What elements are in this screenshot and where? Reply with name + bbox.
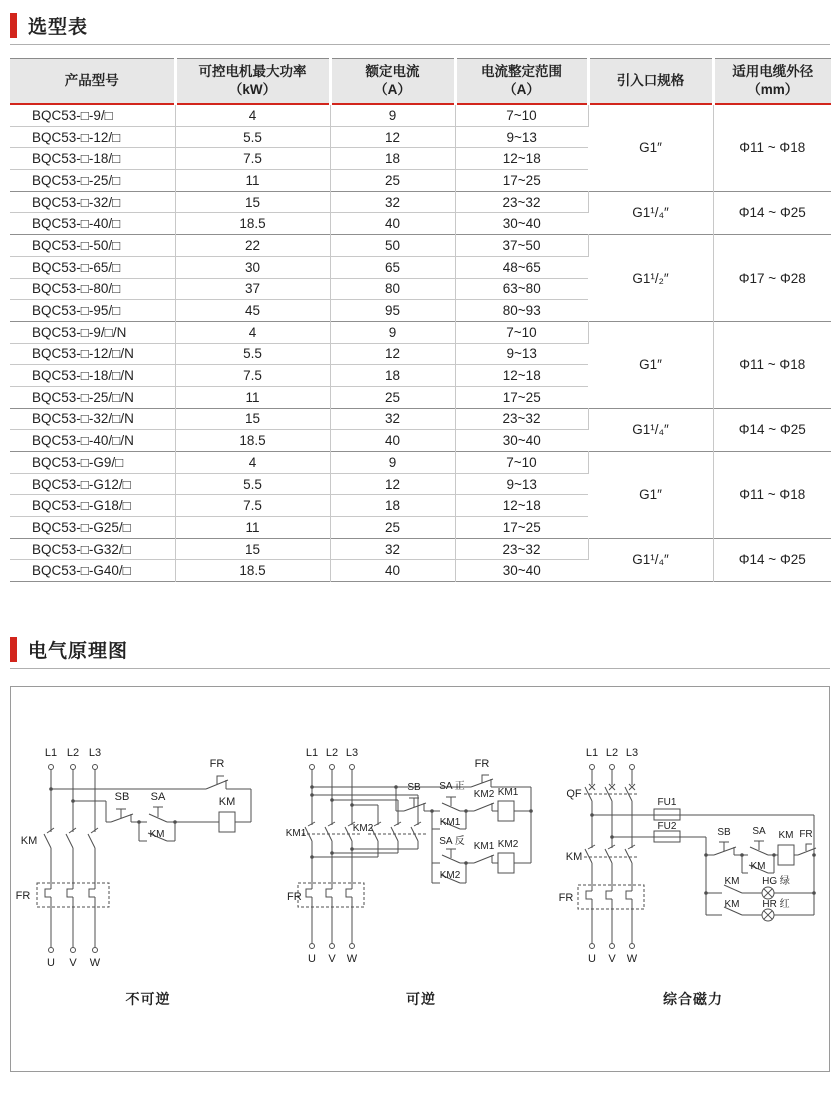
table-row xyxy=(10,104,831,126)
cell-a: 12 xyxy=(330,126,455,148)
stop-button-label: SB xyxy=(114,791,130,804)
fuse-label: FU2 xyxy=(657,821,677,833)
cell-a: 25 xyxy=(330,517,455,539)
column-header: 额定电流 （A） xyxy=(330,59,455,105)
main-contactor-label: KM xyxy=(565,851,583,864)
interlock-contact-label: KM1 xyxy=(473,841,495,853)
cell-range: 23~32 xyxy=(455,538,588,560)
thermal-relay-label: FR xyxy=(15,890,31,903)
lamp-contact-label: KM xyxy=(724,899,740,911)
cell-range: 12~18 xyxy=(455,365,588,387)
cell-model: BQC53-□-65/□ xyxy=(10,256,175,278)
cell-a: 50 xyxy=(330,235,455,257)
cell-range: 7~10 xyxy=(455,104,588,126)
cell-range: 23~32 xyxy=(455,191,588,213)
cell-inlet: G1″ xyxy=(588,321,713,408)
cell-range: 80~93 xyxy=(455,300,588,322)
cell-model: BQC53-□-50/□ xyxy=(10,235,175,257)
table-row xyxy=(10,538,831,560)
diagram-caption: 可逆 xyxy=(406,991,436,1008)
red-accent-bar xyxy=(10,13,17,38)
cell-range: 48~65 xyxy=(455,256,588,278)
cell-inlet: G1″ xyxy=(588,104,713,191)
column-header: 适用电缆外径 （mm） xyxy=(713,59,831,105)
column-header: 产品型号 xyxy=(10,59,175,105)
cell-kw: 4 xyxy=(175,104,330,126)
coil-label: KM1 xyxy=(497,787,519,799)
thermal-contact-label: FR xyxy=(474,758,490,771)
motor-terminal-label: V xyxy=(69,957,77,970)
cell-inlet: G1¹/₄″ xyxy=(588,408,713,451)
cell-range: 9~13 xyxy=(455,343,588,365)
cell-model: BQC53-□-25/□/N xyxy=(10,386,175,408)
cell-a: 18 xyxy=(330,148,455,170)
cell-cable: Φ14 ~ Φ25 xyxy=(713,408,831,451)
cell-kw: 45 xyxy=(175,300,330,322)
cell-a: 18 xyxy=(330,365,455,387)
table-row xyxy=(10,452,831,474)
thermal-relay-label: FR xyxy=(558,892,574,905)
section-title: 电气原理图 xyxy=(28,641,129,663)
coil-label: KM xyxy=(778,830,794,842)
start-button-label: SA xyxy=(150,791,166,804)
stop-button-label: SB xyxy=(717,827,731,839)
cell-model: BQC53-□-12/□/N xyxy=(10,343,175,365)
coil-label: KM2 xyxy=(497,839,519,851)
cell-model: BQC53-□-95/□ xyxy=(10,300,175,322)
cell-kw: 7.5 xyxy=(175,148,330,170)
cell-kw: 22 xyxy=(175,235,330,257)
cell-kw: 5.5 xyxy=(175,126,330,148)
motor-terminal-label: W xyxy=(626,953,638,966)
phase-label: L3 xyxy=(88,747,102,760)
cell-kw: 7.5 xyxy=(175,495,330,517)
motor-terminal-label: V xyxy=(608,953,616,966)
red-accent-bar xyxy=(10,637,17,662)
cell-range: 17~25 xyxy=(455,170,588,192)
cell-a: 40 xyxy=(330,560,455,582)
column-header: 引入口规格 xyxy=(588,59,713,105)
green-lamp-label: HG 绿 xyxy=(762,876,790,888)
cell-model: BQC53-□-G18/□ xyxy=(10,495,175,517)
cell-range: 12~18 xyxy=(455,495,588,517)
table-row xyxy=(10,191,831,213)
aux-contact-label: KM xyxy=(149,829,165,841)
phase-label: L3 xyxy=(625,747,639,760)
fuse-label: FU1 xyxy=(657,797,677,809)
cell-model: BQC53-□-G40/□ xyxy=(10,560,175,582)
cell-a: 25 xyxy=(330,170,455,192)
cell-a: 65 xyxy=(330,256,455,278)
cell-cable: Φ14 ~ Φ25 xyxy=(713,538,831,581)
cell-model: BQC53-□-G9/□ xyxy=(10,452,175,474)
cell-a: 95 xyxy=(330,300,455,322)
cell-model: BQC53-□-G12/□ xyxy=(10,473,175,495)
cell-range: 12~18 xyxy=(455,148,588,170)
cell-range: 30~40 xyxy=(455,560,588,582)
cell-inlet: G1″ xyxy=(588,452,713,539)
column-header: 电流整定范围 （A） xyxy=(455,59,588,105)
cell-model: BQC53-□-32/□/N xyxy=(10,408,175,430)
cell-a: 32 xyxy=(330,408,455,430)
selection-table xyxy=(10,58,831,582)
cell-range: 30~40 xyxy=(455,213,588,235)
circuit-combined-magnetic xyxy=(557,687,829,1071)
circuit-nonreversible-diagram xyxy=(11,737,285,977)
cell-kw: 18.5 xyxy=(175,560,330,582)
motor-terminal-label: W xyxy=(346,953,358,966)
cell-kw: 18.5 xyxy=(175,213,330,235)
thermal-contact-label: FR xyxy=(799,829,813,841)
phase-label: L1 xyxy=(44,747,58,760)
section-header-selection xyxy=(10,12,830,45)
cell-cable: Φ11 ~ Φ18 xyxy=(713,104,831,191)
cell-a: 80 xyxy=(330,278,455,300)
cell-cable: Φ11 ~ Φ18 xyxy=(713,452,831,539)
lamp-contact-label: KM xyxy=(724,876,740,888)
thermal-contact-label: FR xyxy=(209,758,225,771)
cell-kw: 11 xyxy=(175,517,330,539)
cell-inlet: G1¹/₄″ xyxy=(588,538,713,581)
cell-model: BQC53-□-9/□/N xyxy=(10,321,175,343)
aux-contact-label: KM1 xyxy=(439,817,461,829)
cell-kw: 37 xyxy=(175,278,330,300)
circuit-reversible-diagram xyxy=(286,737,556,977)
table-row xyxy=(10,235,831,257)
cell-a: 40 xyxy=(330,430,455,452)
phase-label: L1 xyxy=(585,747,599,760)
forward-button-label: SA 正 xyxy=(439,781,465,793)
table-row xyxy=(10,321,831,343)
cell-range: 37~50 xyxy=(455,235,588,257)
cell-a: 32 xyxy=(330,538,455,560)
motor-terminal-label: U xyxy=(47,957,55,970)
cell-model: BQC53-□-40/□ xyxy=(10,213,175,235)
cell-range: 30~40 xyxy=(455,430,588,452)
cell-model: BQC53-□-9/□ xyxy=(10,104,175,126)
cell-model: BQC53-□-G32/□ xyxy=(10,538,175,560)
circuit-combined-magnetic-diagram xyxy=(558,737,828,977)
column-header: 可控电机最大功率 （kW） xyxy=(175,59,330,105)
main-contactor-label: KM2 xyxy=(352,823,374,835)
aux-contact-label: KM2 xyxy=(439,870,461,882)
motor-terminal-label: W xyxy=(89,957,101,970)
cell-a: 40 xyxy=(330,213,455,235)
motor-terminal-label: U xyxy=(308,953,316,966)
interlock-contact-label: KM2 xyxy=(473,789,495,801)
breaker-label: QF xyxy=(566,788,582,801)
cell-range: 9~13 xyxy=(455,126,588,148)
cell-range: 17~25 xyxy=(455,386,588,408)
motor-terminal-label: V xyxy=(328,953,336,966)
cell-range: 23~32 xyxy=(455,408,588,430)
cell-kw: 15 xyxy=(175,538,330,560)
cell-kw: 30 xyxy=(175,256,330,278)
table-row xyxy=(10,408,831,430)
cell-a: 9 xyxy=(330,104,455,126)
cell-a: 9 xyxy=(330,321,455,343)
phase-label: L2 xyxy=(605,747,619,760)
cell-model: BQC53-□-25/□ xyxy=(10,170,175,192)
cell-range: 17~25 xyxy=(455,517,588,539)
cell-a: 18 xyxy=(330,495,455,517)
cell-model: BQC53-□-40/□/N xyxy=(10,430,175,452)
schematic-panel xyxy=(10,686,830,1072)
phase-label: L2 xyxy=(66,747,80,760)
main-contactor-label: KM1 xyxy=(286,828,307,840)
diagram-caption: 不可逆 xyxy=(125,991,171,1008)
cell-kw: 5.5 xyxy=(175,473,330,495)
cell-range: 7~10 xyxy=(455,321,588,343)
reverse-button-label: SA 反 xyxy=(439,836,465,848)
start-button-label: SA xyxy=(752,826,766,838)
cell-cable: Φ11 ~ Φ18 xyxy=(713,321,831,408)
cell-kw: 15 xyxy=(175,408,330,430)
cell-a: 32 xyxy=(330,191,455,213)
diagram-caption: 综合磁力 xyxy=(663,991,723,1008)
cell-kw: 11 xyxy=(175,386,330,408)
cell-kw: 4 xyxy=(175,321,330,343)
cell-kw: 5.5 xyxy=(175,343,330,365)
red-lamp-label: HR 红 xyxy=(762,899,790,911)
phase-label: L3 xyxy=(345,747,359,760)
cell-kw: 18.5 xyxy=(175,430,330,452)
cell-inlet: G1¹/₂″ xyxy=(588,235,713,322)
cell-range: 63~80 xyxy=(455,278,588,300)
cell-model: BQC53-□-G25/□ xyxy=(10,517,175,539)
phase-label: L1 xyxy=(305,747,319,760)
cell-kw: 7.5 xyxy=(175,365,330,387)
cell-model: BQC53-□-32/□ xyxy=(10,191,175,213)
section-title: 选型表 xyxy=(28,17,89,38)
cell-cable: Φ14 ~ Φ25 xyxy=(713,191,831,234)
cell-a: 9 xyxy=(330,452,455,474)
coil-label: KM xyxy=(218,796,236,809)
cell-cable: Φ17 ~ Φ28 xyxy=(713,235,831,322)
motor-terminal-label: U xyxy=(588,953,596,966)
aux-contact-label: KM xyxy=(750,861,766,873)
section-header-schematics xyxy=(10,636,830,669)
cell-range: 7~10 xyxy=(455,452,588,474)
cell-a: 12 xyxy=(330,473,455,495)
circuit-nonreversible xyxy=(11,687,285,1071)
cell-model: BQC53-□-18/□ xyxy=(10,148,175,170)
thermal-relay-label: FR xyxy=(287,891,302,904)
circuit-reversible xyxy=(285,687,557,1071)
cell-kw: 4 xyxy=(175,452,330,474)
cell-model: BQC53-□-12/□ xyxy=(10,126,175,148)
cell-model: BQC53-□-18/□/N xyxy=(10,365,175,387)
cell-model: BQC53-□-80/□ xyxy=(10,278,175,300)
phase-label: L2 xyxy=(325,747,339,760)
stop-button-label: SB xyxy=(407,782,421,794)
cell-a: 12 xyxy=(330,343,455,365)
cell-kw: 15 xyxy=(175,191,330,213)
table-header-row xyxy=(10,59,831,105)
main-contactor-label: KM xyxy=(20,835,38,848)
cell-kw: 11 xyxy=(175,170,330,192)
cell-range: 9~13 xyxy=(455,473,588,495)
cell-inlet: G1¹/₄″ xyxy=(588,191,713,234)
cell-a: 25 xyxy=(330,386,455,408)
